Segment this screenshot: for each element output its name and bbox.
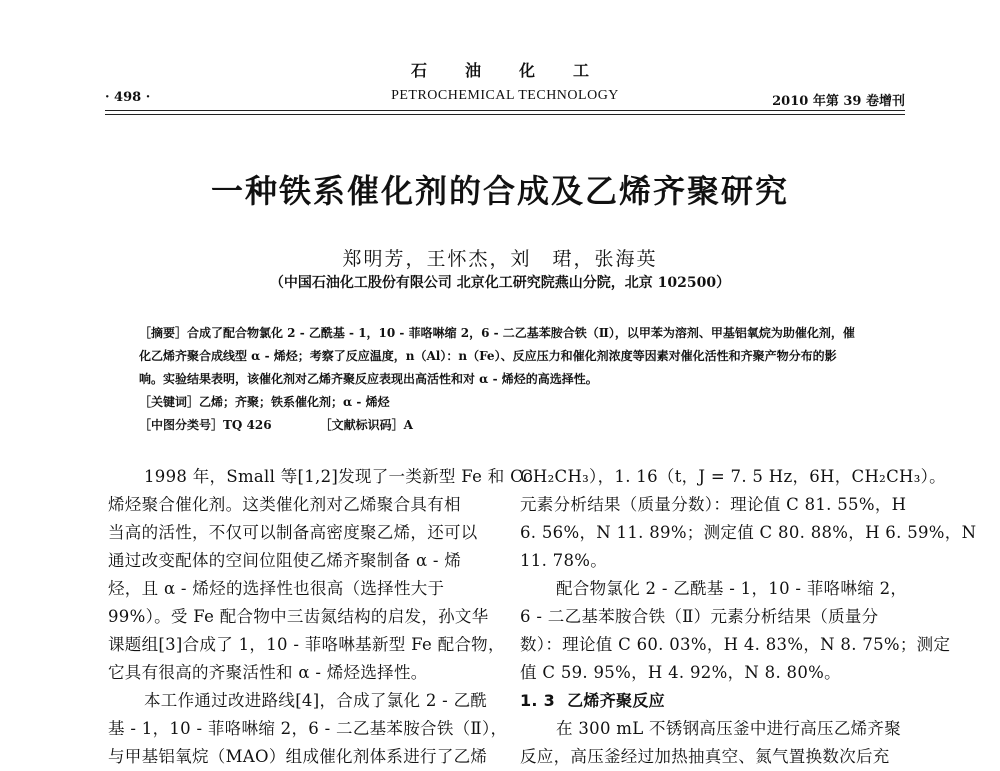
header-rule-thin: [105, 114, 905, 115]
body-line: 6 - 二乙基苯胺合铁（Ⅱ）元素分析结果（质量分: [520, 607, 879, 626]
body-line: 基 - 1，10 - 菲咯啉缩 2，6 - 二乙基苯胺合铁（Ⅱ），: [108, 719, 508, 738]
running-header: [105, 86, 905, 108]
abstract-line: ［摘要］合成了配合物氯化 2 - 乙酰基 - 1，10 - 菲咯啉缩 2，6 - 二乙基苯胺合铁（Ⅱ），以甲苯为溶剂、甲基铝氧烷为助催化剂，催: [139, 326, 855, 340]
document-code: ［文献标识码］A: [319, 418, 413, 432]
classification-row: [139, 414, 879, 437]
body-line: 99%）。受 Fe 配合物中三齿氮结构的启发，孙文华: [108, 607, 489, 626]
body-line: 1998 年，Small 等[1,2]发现了一类新型 Fe 和 Co: [144, 467, 534, 486]
journal-title-en: PETROCHEMICAL TECHNOLOGY: [391, 88, 619, 103]
body-line: 通过改变配体的空间位阻使乙烯齐聚制备 α - 烯: [108, 551, 462, 570]
paper-title: 一种铁系催化剂的合成及乙烯齐聚研究: [210, 172, 789, 210]
clc-number: ［中图分类号］TQ 426: [139, 418, 272, 432]
abstract-line: 响。实验结果表明，该催化剂对乙烯齐聚反应表现出高活性和对 α - 烯烃的高选择性。: [139, 372, 598, 386]
body-line: 它具有很高的齐聚活性和 α - 烯烃选择性。: [108, 663, 428, 682]
body-column-right: [520, 463, 977, 771]
body-line: 本工作通过改进路线[4]，合成了氯化 2 - 乙酰: [144, 691, 488, 710]
body-line: 课题组[3]合成了 1，10 - 菲咯啉基新型 Fe 配合物，: [108, 635, 505, 654]
section-number: 1. 3: [520, 691, 556, 710]
body-line: 在 300 mL 不锈钢高压釜中进行高压乙烯齐聚: [556, 719, 902, 738]
section-heading: [520, 687, 910, 715]
body-line: 当高的活性，不仅可以制备高密度聚乙烯，还可以: [108, 523, 478, 542]
body-line: 6. 56%，N 11. 89%；测定值 C 80. 88%，H 6. 59%，N: [520, 523, 977, 542]
body-line: 烃，且 α - 烯烃的选择性也很高（选择性大于: [108, 579, 445, 598]
page-number: · 498 ·: [105, 90, 151, 105]
affiliation: （中国石油化工股份有限公司 北京化工研究院燕山分院，北京 102500）: [269, 275, 731, 291]
body-line: 值 C 59. 95%，H 4. 92%，N 8. 80%。: [520, 663, 841, 682]
volume-info: 2010 年第 39 卷增刊: [772, 94, 905, 109]
keywords: ［关键词］乙烯；齐聚；铁系催化剂；α - 烯烃: [139, 395, 390, 409]
abstract-line: 化乙烯齐聚合成线型 α - 烯烃；考察了反应温度，n（Al）：n（Fe）、反应压力和催化剂浓度等因素对催化活性和齐聚产物分布的影: [139, 349, 837, 363]
abstract: [139, 322, 879, 391]
body-line: 11. 78%。: [520, 551, 608, 570]
body-line: 数）：理论值 C 60. 03%，H 4. 83%，N 8. 75%；测定: [520, 635, 951, 654]
section-title: 乙烯齐聚反应: [567, 691, 665, 710]
header-rule-thick: [105, 110, 905, 111]
body-column-left: [108, 463, 534, 771]
body-line: 元素分析结果（质量分数）：理论值 C 81. 55%，H: [520, 495, 907, 514]
body-line: 烯烃聚合催化剂。这类催化剂对乙烯聚合具有相: [108, 495, 461, 514]
journal-title-cn: 石油化工: [410, 61, 627, 80]
body-line: 配合物氯化 2 - 乙酰基 - 1，10 - 菲咯啉缩 2，: [556, 579, 908, 598]
body-line: 反应，高压釜经过加热抽真空、氮气置换数次后充: [520, 747, 890, 766]
body-line: 与甲基铝氧烷（MAO）组成催化剂体系进行了乙烯: [108, 747, 488, 766]
author-list: 郑明芳，王怀杰，刘 珺，张海英: [342, 248, 658, 270]
body-line: CH₂CH₃），1. 16（t，J = 7. 5 Hz，6H，CH₂CH₃）。: [520, 467, 946, 486]
